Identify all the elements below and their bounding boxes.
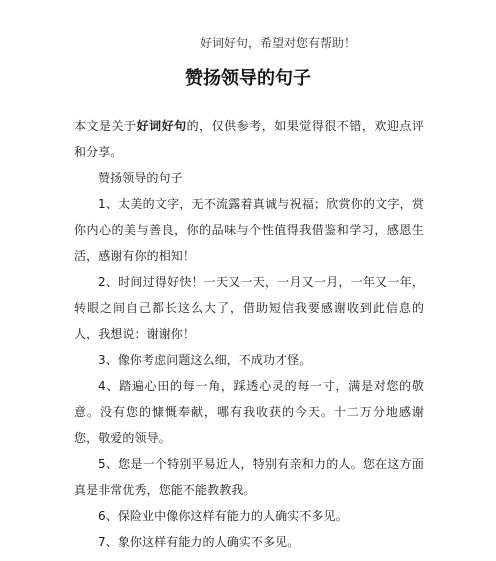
intro-keyword: 好词好句 [136,119,187,133]
section-subtitle: 赞扬领导的句子 [98,171,183,185]
list-item: 7、象你这样有能力的人确实不多见。 [98,535,300,549]
intro-suffix: 的，仅供参考，如果觉得很不错，欢迎点评和分享。 [74,119,424,159]
list-item: 2、时间过得好快！一天又一天，一月又一月，一年又一年，转眼之间自己都长这么大了，借助短信我要感谢收到此信息的人，我想说：谢谢你！ [74,275,424,341]
list-item: 3、像你考虑问题这么细，不成功才怪。 [98,353,312,367]
list-item: 4、踏遍心田的每一角，踩透心灵的每一寸，满是对您的敬意。没有您的慷慨奉献，哪有我收获的今天。十二万分地感谢您，敬爱的领导。 [74,379,424,445]
list-item: 5、您是一个特别平易近人，特别有亲和力的人。您在这方面真是非常优秀，您能不能教教我。 [74,457,424,497]
list-item: 1、太美的文字，无不流露着真诚与祝福；欣赏你的文字，赏你内心的美与善良，你的品味与个性值得我借鉴和学习，感恩生活，感谢有你的相知！ [74,197,424,263]
intro-prefix: 本文是关于 [74,119,137,133]
article-body [74,113,424,555]
header-note: 好词好句，希望对您有帮助！ [199,36,356,50]
page-title: 赞扬领导的句子 [185,68,311,89]
intro-paragraph [74,113,424,165]
list-item: 6、保险业中像你这样有能力的人确实不多见。 [98,509,348,523]
